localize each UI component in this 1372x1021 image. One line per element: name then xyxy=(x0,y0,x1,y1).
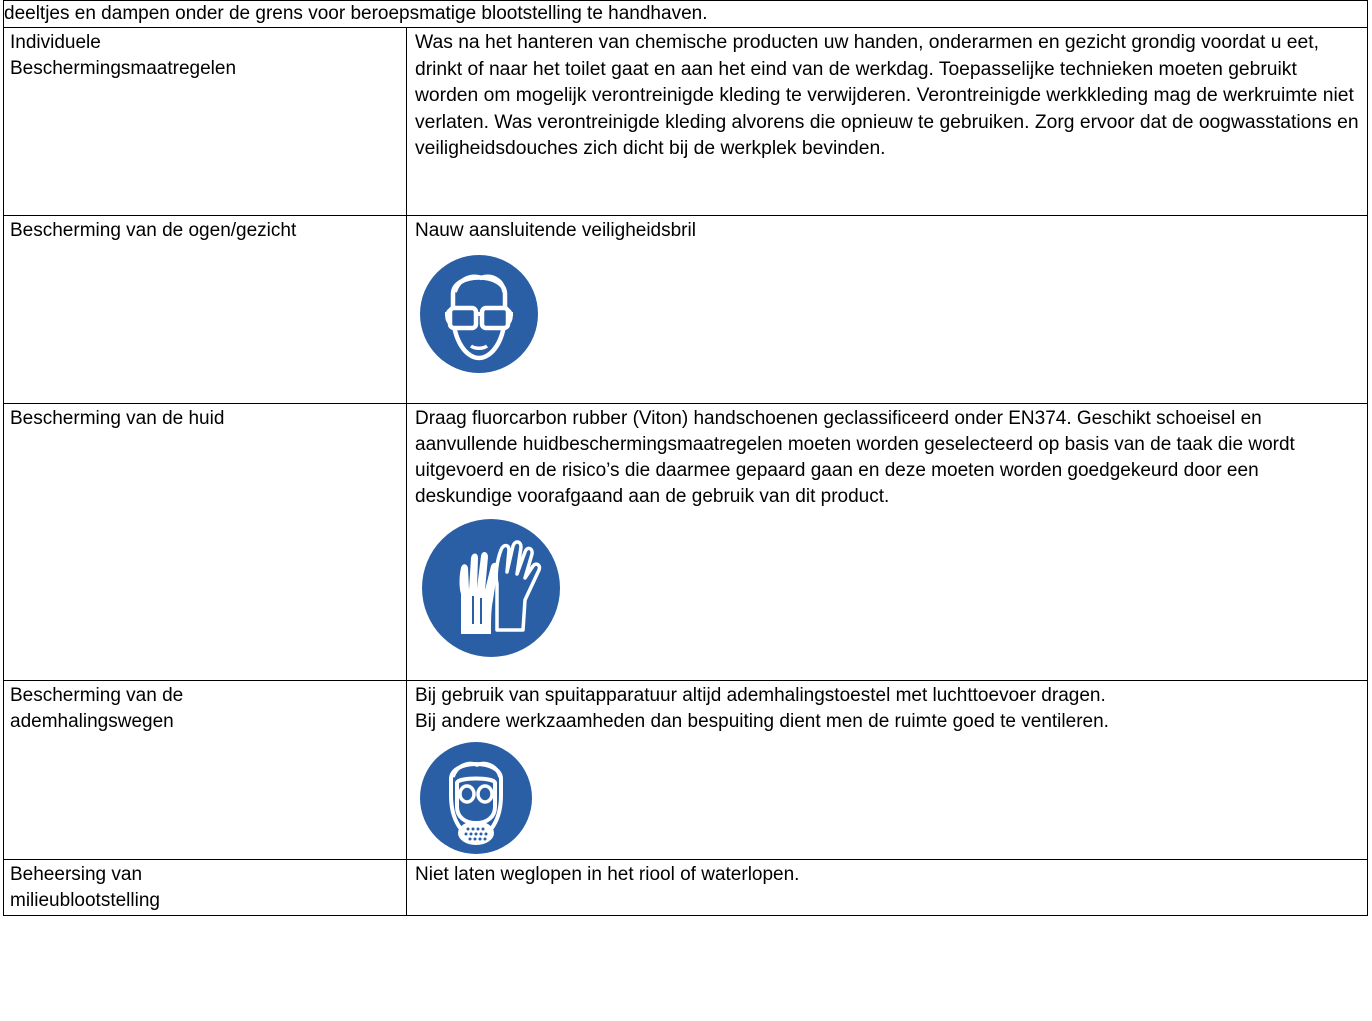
table-row xyxy=(4,404,1368,681)
table-row xyxy=(4,216,1368,404)
row-label-cell xyxy=(4,216,407,404)
row-label-cell xyxy=(4,28,407,216)
row-content: Was na het hanteren van chemische producten uw handen, onderarmen en gezicht grondig voordat u eet, drinkt of naar het toilet gaat en aan het eind van de werkdag. Toepasselijke technieken moeten gebruikt worden om mogelijk verontreinigde kleding te verwijderen. Verontreinigde werkkleding mag de werkruimte niet verlaten. Was verontreinigde kleding alvorens die opnieuw te gebruiken. Zorg ervoor dat de oogwasstations en veiligheidsdouches zich dicht bij de werkplek bevinden. xyxy=(415,32,1359,159)
row-label: Bescherming van de ogen/gezicht xyxy=(10,220,297,241)
table-row xyxy=(4,28,1368,216)
row-content-cell xyxy=(407,860,1368,916)
row-content-line: Bij gebruik van spuitapparatuur altijd ademhalingstoestel met luchttoevoer dragen. xyxy=(415,685,1106,706)
table-row xyxy=(4,681,1368,860)
row-label: Beheersing van milieublootstelling xyxy=(10,864,160,911)
row-content-cell xyxy=(407,28,1368,216)
protection-measures-table xyxy=(3,0,1368,916)
row-content: Nauw aansluitende veiligheidsbril xyxy=(415,220,696,241)
row-label: Bescherming van de ademhalingswegen xyxy=(10,685,184,732)
continued-text-cell xyxy=(4,1,1368,28)
respiratory-protection-icon xyxy=(415,737,1359,859)
row-content: Niet laten weglopen in het riool of waterlopen. xyxy=(415,864,800,885)
row-label-cell xyxy=(4,860,407,916)
row-label-cell xyxy=(4,404,407,681)
table-row xyxy=(4,860,1368,916)
eye-protection-icon xyxy=(415,250,1359,378)
row-content-cell xyxy=(407,404,1368,681)
row-content-cell xyxy=(407,681,1368,860)
continued-text: deeltjes en dampen onder de grens voor beroepsmatige blootstelling te handhaven. xyxy=(4,3,708,24)
row-label-cell xyxy=(4,681,407,860)
hand-protection-icon xyxy=(415,514,1327,662)
row-content-line: Bij andere werkzaamheden dan bespuiting dient men de ruimte goed te ventileren. xyxy=(415,711,1109,732)
table-row xyxy=(4,1,1368,28)
row-content-cell xyxy=(407,216,1368,404)
row-label: Individuele Beschermingsmaatregelen xyxy=(10,32,237,79)
row-content: Draag fluorcarbon rubber (Viton) handschoenen geclassificeerd onder EN374. Geschikt schoeisel en aanvullende huidbeschermingsmaatregelen moeten worden geselecteerd op basis van de taak die wordt uitgevoerd en de risico’s die daarmee gepaard gaan en deze moeten worden goedgekeurd door een deskundige voorafgaand aan de gebruik van dit product. xyxy=(415,408,1295,507)
row-label: Bescherming van de huid xyxy=(10,408,225,429)
